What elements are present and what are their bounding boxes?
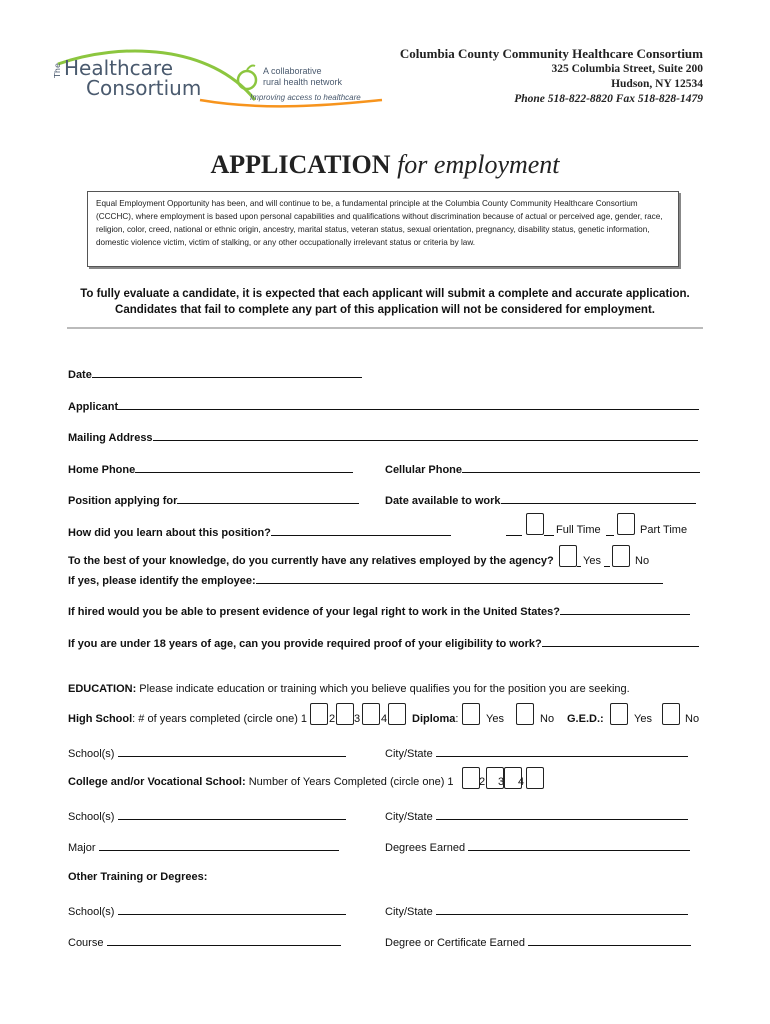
college-year-3[interactable]: 3	[498, 776, 505, 788]
other-schools-line[interactable]	[118, 903, 346, 915]
instructions-line-2: Candidates that fail to complete any part of this application will not be considered for employment.	[115, 304, 655, 316]
title-main: APPLICATION	[210, 150, 391, 179]
relatives-yes-line	[577, 555, 581, 567]
hs-schools-label: School(s)	[68, 748, 115, 760]
relatives-no-checkbox[interactable]	[612, 545, 630, 567]
under18-label: If you are under 18 years of age, can you provide required proof of your eligibility to work?	[68, 638, 542, 650]
diploma-yes-checkbox[interactable]	[462, 703, 480, 725]
college-year-1-box[interactable]	[462, 767, 480, 789]
diploma-row	[412, 713, 458, 725]
other-city-line[interactable]	[436, 903, 688, 915]
degree-cert-line[interactable]	[528, 934, 691, 946]
college-schools-field[interactable]	[68, 808, 346, 823]
logo-healthcare: Healthcare	[64, 56, 174, 80]
eeo-statement: Equal Employment Opportunity has been, and will continue to be, a fundamental principle at the Columbia County Community Healthcare Consortium (CCCHC), where employment is based upon personal capabilities and qualifications without discrimination because of actual or perceived age, gender, race, religion, color, creed, national or ethnic origin, ancestry, marital status, veteran status, sexual orientation, pregnancy, disability status, genetic information, domestic violence victim, victim of stalking, or any other occupationally irrelevant status or criteria by law.	[87, 191, 679, 267]
major-line[interactable]	[99, 839, 339, 851]
ged-no-label: No	[685, 713, 700, 725]
college-city-label: City/State	[385, 811, 433, 823]
diploma-no-label: No	[540, 713, 555, 725]
college-year-2[interactable]: 2	[479, 776, 486, 788]
logo	[50, 42, 390, 112]
mailing-field[interactable]	[68, 429, 698, 444]
logo-tagline-3: Improving access to healthcare	[250, 93, 361, 102]
high-school-label: High School	[68, 713, 133, 725]
ged-yes-label: Yes	[634, 713, 652, 725]
degrees-line[interactable]	[468, 839, 690, 851]
other-schools-label: School(s)	[68, 906, 115, 918]
major-label: Major	[68, 842, 96, 854]
date-available-label: Date available to work	[385, 495, 501, 507]
course-field[interactable]	[68, 934, 341, 949]
diploma-colon: :	[455, 713, 459, 725]
full-time-checkbox[interactable]	[526, 513, 544, 535]
college-schools-label: School(s)	[68, 811, 115, 823]
diploma-label: Diploma	[412, 713, 456, 725]
hs-year-4[interactable]: 4	[381, 713, 388, 725]
college-city-line[interactable]	[436, 808, 688, 820]
hs-city-field[interactable]	[385, 745, 688, 760]
logo-consortium: Consortium	[86, 76, 202, 100]
under18-field[interactable]	[68, 635, 699, 650]
part-time-label: Part Time	[640, 524, 688, 536]
course-label: Course	[68, 937, 104, 949]
identify-field[interactable]	[68, 572, 663, 587]
hs-city-label: City/State	[385, 748, 433, 760]
position-line[interactable]	[177, 492, 359, 504]
instructions-line-1: To fully evaluate a candidate, it is expected that each applicant will submit a complete and accurate application.	[80, 288, 690, 300]
position-field[interactable]	[68, 492, 359, 507]
college-year-4[interactable]: 4	[518, 776, 525, 788]
relatives-yes-checkbox[interactable]	[559, 545, 577, 567]
other-training-heading: Other Training or Degrees:	[68, 871, 208, 883]
degree-cert-label: Degree or Certificate Earned	[385, 937, 526, 949]
learn-line[interactable]	[271, 524, 451, 536]
date-available-field[interactable]	[385, 492, 696, 507]
ged-label	[567, 713, 604, 725]
college-desc: Number of Years Completed (circle one) 1	[248, 776, 454, 788]
degrees-label: Degrees Earned	[385, 842, 466, 854]
instructions	[0, 286, 770, 318]
hs-year-3[interactable]: 3	[354, 713, 361, 725]
diploma-no-checkbox[interactable]	[516, 703, 534, 725]
logo-tagline-2: rural health network	[263, 77, 343, 87]
relatives-no-line	[604, 555, 610, 567]
cell-phone-label: Cellular Phone	[385, 464, 463, 476]
applicant-field[interactable]	[68, 398, 699, 413]
date-line[interactable]	[92, 366, 362, 378]
hs-year-1-box[interactable]	[310, 703, 328, 725]
part-time-line	[606, 524, 614, 536]
relatives-no-label: No	[635, 555, 650, 567]
college-city-field[interactable]	[385, 808, 688, 823]
ged-yes-checkbox[interactable]	[610, 703, 628, 725]
high-school-row	[68, 713, 307, 725]
cell-phone-field[interactable]	[385, 461, 700, 476]
cell-phone-line[interactable]	[462, 461, 700, 473]
college-year-4-box[interactable]	[526, 767, 544, 789]
education-description: Please indicate education or training which you believe qualifies you for the position you are seeking.	[139, 683, 630, 695]
org-name: Columbia County Community Healthcare Consortium	[399, 46, 703, 61]
education-heading-row	[68, 683, 630, 695]
home-phone-field[interactable]	[68, 461, 353, 476]
home-phone-label: Home Phone	[68, 464, 136, 476]
home-phone-line[interactable]	[135, 461, 353, 473]
hs-year-2-box[interactable]	[336, 703, 354, 725]
hs-year-3-box[interactable]	[362, 703, 380, 725]
org-city: Hudson, NY 12534	[611, 78, 703, 90]
college-label: College and/or Vocational School:	[68, 776, 246, 788]
hs-schools-line[interactable]	[118, 745, 346, 757]
logo-the: The	[53, 63, 62, 78]
date-label: Date	[68, 369, 92, 381]
applicant-line[interactable]	[118, 398, 699, 410]
learn-label: How did you learn about this position?	[68, 527, 271, 539]
relatives-yes-label: Yes	[583, 555, 601, 567]
org-address: 325 Columbia Street, Suite 200	[551, 63, 703, 75]
title-sub: for employment	[397, 150, 560, 179]
legal-right-field[interactable]	[68, 603, 690, 618]
identify-line[interactable]	[256, 572, 663, 584]
course-line[interactable]	[107, 934, 341, 946]
hs-year-2[interactable]: 2	[329, 713, 336, 725]
mailing-label: Mailing Address	[68, 432, 153, 444]
divider	[67, 327, 703, 329]
hs-year-4-box[interactable]	[388, 703, 406, 725]
logo-tagline-1: A collaborative	[263, 66, 322, 76]
hs-city-line[interactable]	[436, 745, 688, 757]
college-schools-line[interactable]	[118, 808, 346, 820]
legal-right-line[interactable]	[560, 603, 690, 615]
applicant-label: Applicant	[68, 401, 119, 413]
other-city-field[interactable]	[385, 903, 688, 918]
date-field[interactable]	[68, 366, 362, 381]
other-schools-field[interactable]	[68, 903, 346, 918]
part-time-checkbox[interactable]	[617, 513, 635, 535]
hs-schools-field[interactable]	[68, 745, 346, 760]
full-time-line	[506, 524, 522, 536]
mailing-line[interactable]	[153, 429, 698, 441]
org-phone: Phone 518-822-8820 Fax 518-828-1479	[514, 93, 703, 105]
degree-cert-field[interactable]	[385, 934, 691, 949]
major-field[interactable]	[68, 839, 339, 854]
high-school-desc: : # of years completed (circle one) 1	[132, 713, 308, 725]
learn-field[interactable]	[68, 524, 451, 539]
relatives-question: To the best of your knowledge, do you currently have any relatives employed by the agency?	[68, 555, 554, 567]
page-title	[0, 150, 770, 180]
under18-line[interactable]	[542, 635, 699, 647]
identify-label: If yes, please identify the employee:	[68, 575, 256, 587]
ged-no-checkbox[interactable]	[662, 703, 680, 725]
other-city-label: City/State	[385, 906, 433, 918]
full-time-label: Full Time	[556, 524, 601, 536]
college-row	[68, 776, 454, 788]
diploma-yes-label: Yes	[486, 713, 504, 725]
date-available-line[interactable]	[501, 492, 696, 504]
education-heading: EDUCATION:	[68, 683, 137, 695]
full-time-line-2	[544, 524, 554, 536]
position-label: Position applying for	[68, 495, 178, 507]
ged-label-text: G.E.D.:	[567, 713, 604, 725]
degrees-field[interactable]	[385, 839, 690, 854]
legal-right-label: If hired would you be able to present evidence of your legal right to work in the United States?	[68, 606, 561, 618]
